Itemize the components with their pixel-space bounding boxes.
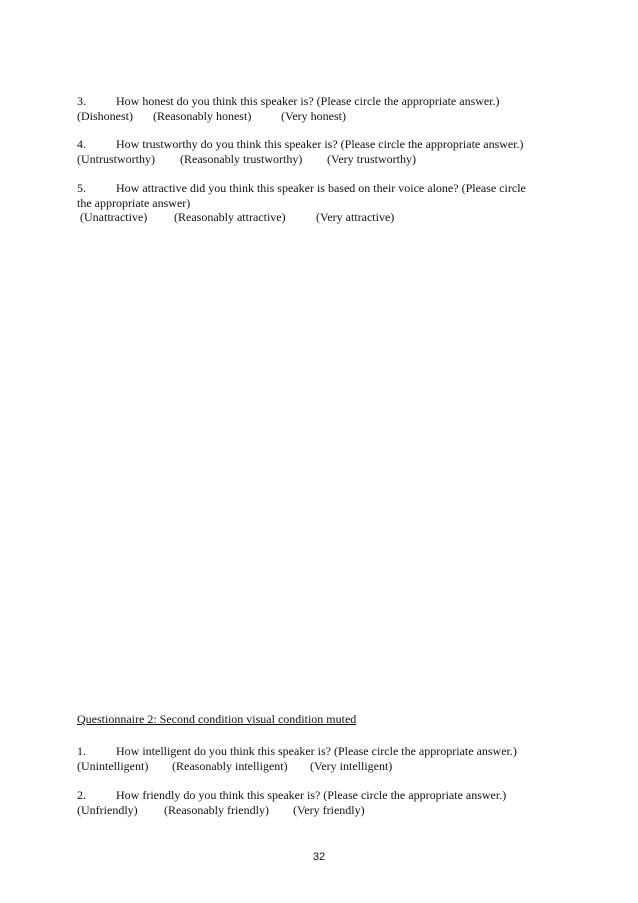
- answer-option: (Very attractive): [316, 210, 395, 224]
- question-text: How honest do you think this speaker is? (Please circle the appropriate answer.): [116, 94, 500, 108]
- answer-options-3: [77, 109, 346, 124]
- question-text: How trustworthy do you think this speaker is? (Please circle the appropriate answer.): [116, 137, 524, 151]
- question-number: 2.: [77, 788, 86, 802]
- question-4: [77, 137, 524, 152]
- page-number: 32: [312, 851, 326, 863]
- answer-option: (Unfriendly): [77, 803, 138, 817]
- questionnaire-2-question-1: [77, 744, 517, 759]
- questionnaire-2-heading: Questionnaire 2: Second condition visual condition muted: [77, 712, 357, 726]
- answer-option: (Reasonably intelligent): [172, 759, 288, 773]
- answer-option: (Unattractive): [80, 210, 148, 224]
- answer-option: (Very trustworthy): [327, 152, 416, 166]
- question-5: [77, 181, 526, 196]
- answer-options-q2-1: [77, 759, 392, 774]
- question-text: How attractive did you think this speaker is based on their voice alone? (Please circle: [116, 181, 526, 195]
- answer-option: (Very intelligent): [310, 759, 393, 773]
- questionnaire-2-question-2: [77, 788, 506, 803]
- question-text: How friendly do you think this speaker is? (Please circle the appropriate answer.): [116, 788, 507, 802]
- answer-option: (Reasonably attractive): [174, 210, 286, 224]
- answer-option: (Reasonably trustworthy): [180, 152, 303, 166]
- question-number: 3.: [77, 94, 86, 108]
- question-number: 1.: [77, 744, 86, 758]
- answer-option: (Reasonably honest): [153, 109, 252, 123]
- answer-options-5: [80, 210, 394, 225]
- question-text: How intelligent do you think this speaker is? (Please circle the appropriate answer.): [116, 744, 517, 758]
- answer-option: (Untrustworthy): [77, 152, 155, 166]
- answer-options-q2-2: [77, 803, 365, 818]
- answer-option: (Unintelligent): [77, 759, 149, 773]
- answer-options-4: [77, 152, 416, 167]
- question-5-continued: [77, 196, 190, 211]
- answer-option: (Very honest): [281, 109, 346, 123]
- answer-option: (Reasonably friendly): [164, 803, 269, 817]
- answer-option: (Dishonest): [77, 109, 133, 123]
- question-number: 5.: [77, 181, 86, 195]
- answer-option: (Very friendly): [293, 803, 365, 817]
- question-text-continued: the appropriate answer): [77, 196, 191, 210]
- question-number: 4.: [77, 137, 86, 151]
- question-3: [77, 94, 500, 109]
